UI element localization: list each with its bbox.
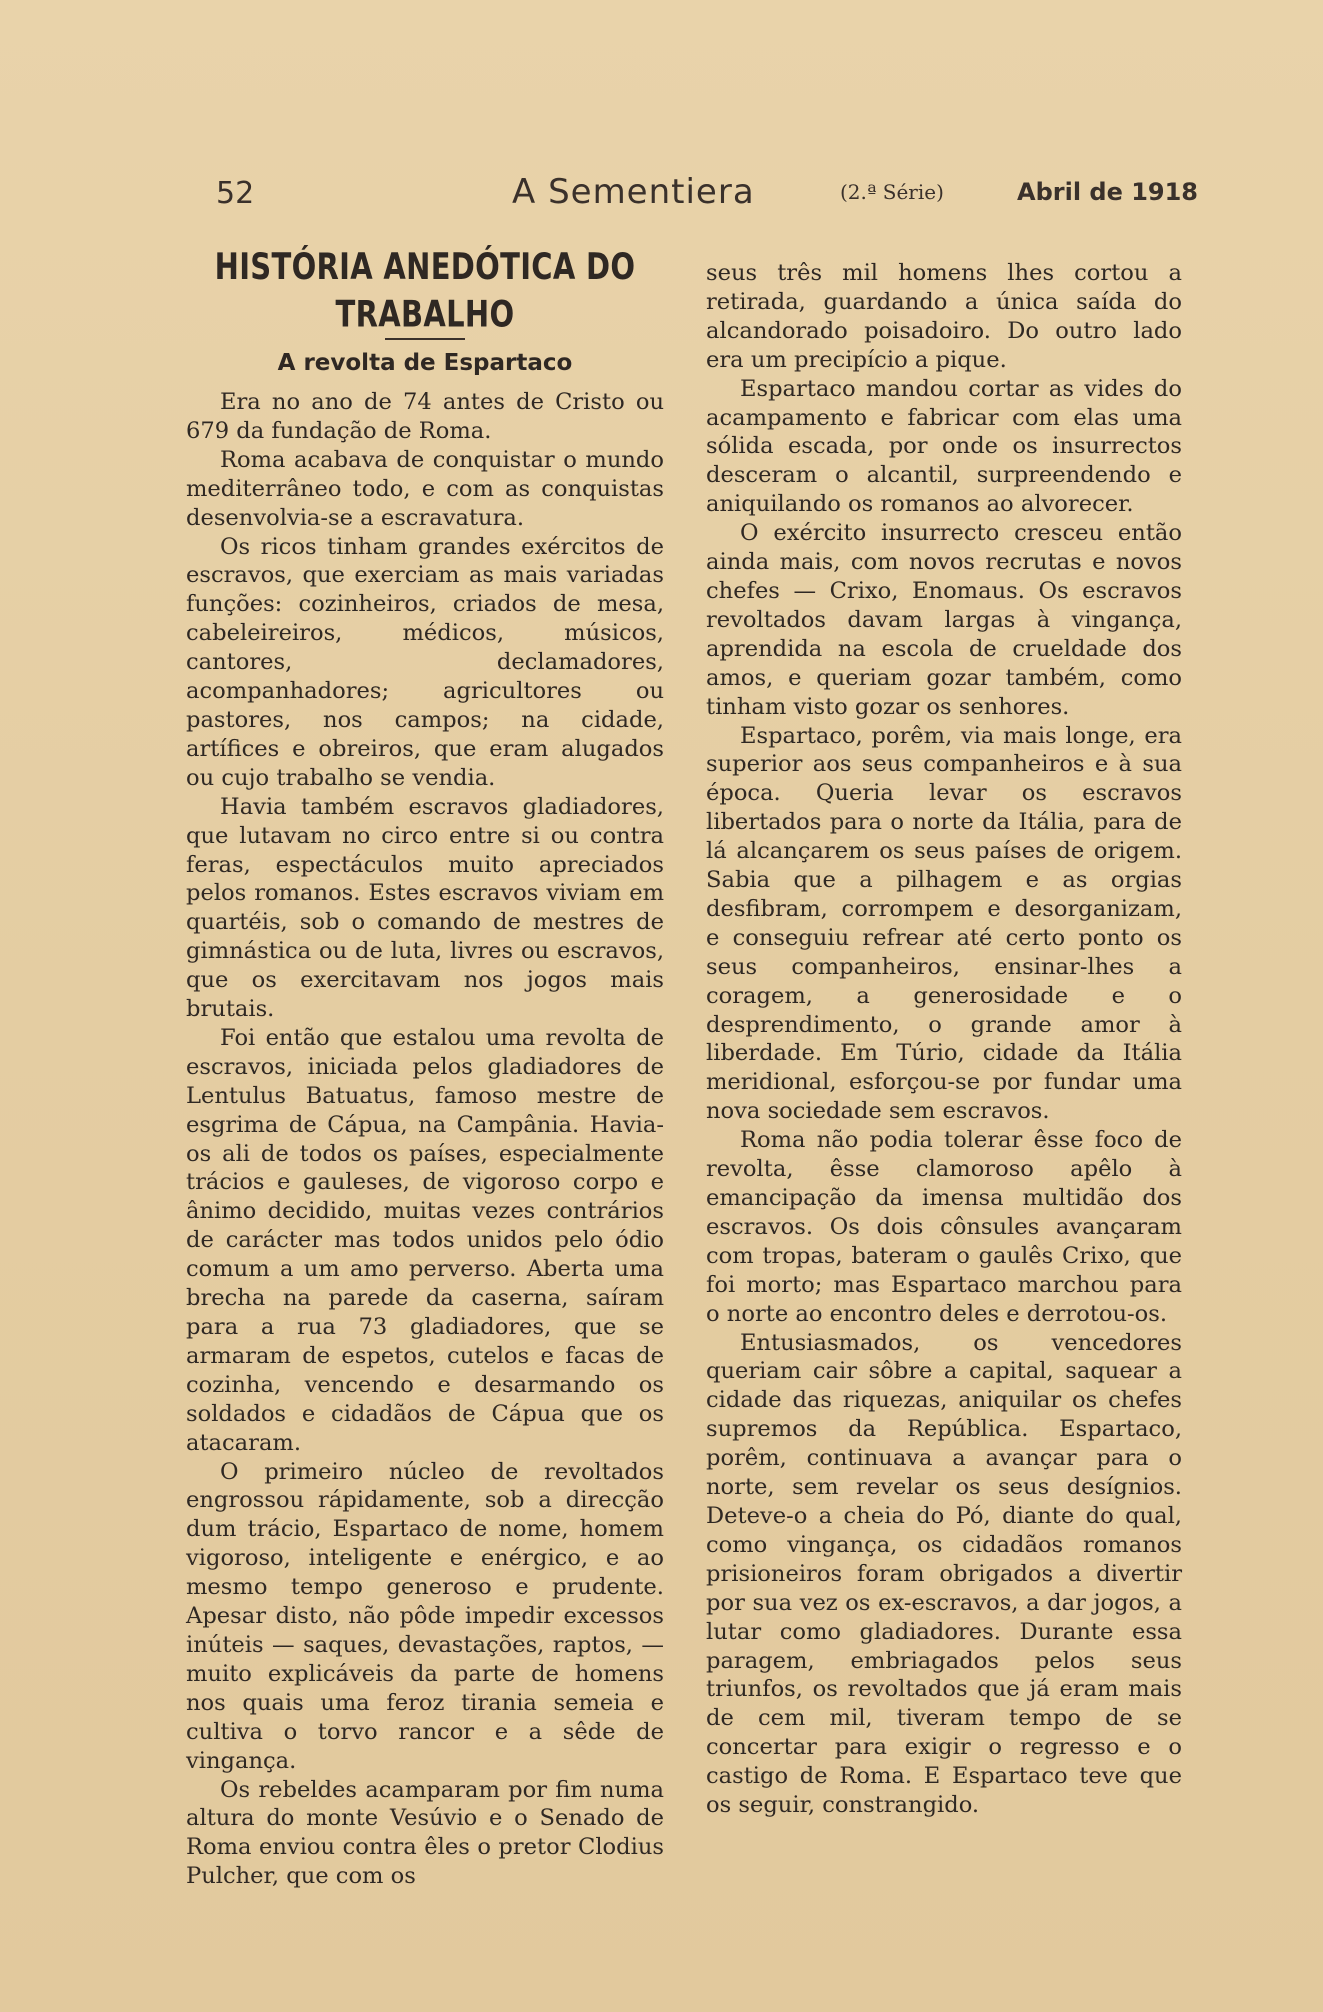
journal-title: A Sementiera — [512, 172, 755, 212]
paragraph: Roma não podia tolerar êsse foco de revolta, êsse clamoroso apêlo à emancipação da imensa multidão dos escravos. Os dois cônsules avançaram com tropas, bateram o gaulês Crixo, que foi morto; mas Espartaco marchou para o norte ao encontro deles e derrotou-os. — [706, 1127, 1182, 1327]
paragraph: Os ricos tinham grandes exércitos de escravos, que exerciam as mais variadas funções: cozinheiros, criados de mesa, cabeleireiros, médicos, músicos, cantores, declamadores, acompanhadores; agricultores ou pastores, nos campos; na cidade, artífices e obreiros, que eram alugados ou cujo trabalho se vendia. — [186, 533, 664, 791]
paragraph: Roma acabava de conquistar o mundo mediterrâneo todo, e com as conquistas desenvolvia-se a escravatura. — [186, 446, 664, 531]
paragraph: Espartaco mandou cortar as vides do acampamento e fabricar com elas uma sólida escada, por onde os insurrectos desceram o alcantil, surpreendendo e aniquilando os romanos ao alvorecer. — [706, 375, 1182, 518]
page-number: 52 — [216, 176, 255, 211]
paragraph: seus três mil homens lhes cortou a retirada, guardando a única saída do alcandorado poisadoiro. Do outro lado era um precipício a pique. — [706, 260, 1182, 373]
paragraph: Havia também escravos gladiadores, que lutavam no circo entre si ou contra feras, espectáculos muito apreciados pelos romanos. Estes escravos viviam em quartéis, sob o comando de mestres de gimnástica ou de luta, livres ou escravos, que os exercitavam nos jogos mais brutais. — [186, 793, 664, 1023]
paragraph: Espartaco, porêm, via mais longe, era superior aos seus companheiros e à sua época. Queria levar os escravos libertados para o norte da Itália, para de lá alcançarem os seus países de origem. Sabia que a pilhagem e as orgias desfibram, corrompem e desorganizam, e conseguiu refrear até certo ponto os seus companheiros, ensinar-lhes a coragem, a generosidade e o desprendimento, o grande amor à liberdade. Em Túrio, cidade da Itália meridional, esforçou-se por fundar uma nova sociedade sem escravos. — [706, 722, 1182, 1125]
paragraph: O exército insurrecto cresceu então ainda mais, com novos recrutas e novos chefes — Crixo, Enomaus. Os escravos revoltados davam largas à vingança, aprendida na escola de crueldade dos amos, e queriam gozar também, como tinham visto gozar os senhores. — [706, 520, 1182, 720]
running-header — [0, 170, 1323, 220]
right-column — [706, 259, 1182, 1820]
paragraph: Os rebeldes acamparam por fim numa altura do monte Vesúvio e o Senado de Roma enviou contra êles o pretor Clodius Pulcher, que com os — [186, 1776, 664, 1890]
series-label: (2.ª Série) — [840, 180, 944, 204]
paragraph: Foi então que estalou uma revolta de escravos, iniciada pelos gladiadores de Lentulus Batuatus, famoso mestre de esgrima de Cápua, na Campânia. Havia-os ali de todos os países, especialmente trácios e gauleses, de vigoroso corpo e ânimo decidido, muitas vezes contrários de carácter mas todos unidos pelo ódio comum a um amo perverso. Aberta uma brecha na parede da caserna, saíram para a rua 73 gladiadores, que se armaram de espetos, cutelos e facas de cozinha, vencendo e desarmando os soldados e cidadãos de Cápua que os atacaram. — [186, 1024, 664, 1456]
paragraph: O primeiro núcleo de revoltados engrossou rápidamente, sob a direcção dum trácio, Espartaco de nome, homem vigoroso, inteligente e enérgico, e ao mesmo tempo generoso e prudente. Apesar disto, não pôde impedir excessos inúteis — saques, devastações, raptos, — muito explicáveis da parte de homens nos quais uma feroz tirania semeia e cultiva o torvo rancor e a sêde de vingança. — [186, 1458, 664, 1774]
title-divider — [385, 338, 465, 340]
left-column — [186, 245, 664, 1891]
paragraph: Entusiasmados, os vencedores queriam cair sôbre a capital, saquear a cidade das riquezas, aniquilar os chefes supremos da República. Espartaco, porêm, continuava a avançar para o norte, sem revelar os seus desígnios. Deteve-o a cheia do Pó, diante do qual, como vingança, os cidadãos romanos prisioneiros foram obrigados a divertir por sua vez os ex-escravos, a dar jogos, a lutar como gladiadores. Durante essa paragem, embriagados pelos seus triunfos, os revoltados que já eram mais de cem mil, tiveram tempo de se concertar para exigir o regresso e o castigo de Roma. E Espartaco teve que os seguir, constrangido. — [706, 1329, 1182, 1819]
article-title: HISTÓRIA ANEDÓTICA DO TRABALHO — [214, 245, 636, 335]
issue-date: Abril de 1918 — [1017, 178, 1199, 206]
paragraph: Era no ano de 74 antes de Cristo ou 679 da fundação de Roma. — [186, 389, 664, 444]
article-subtitle: A revolta de Espartaco — [277, 350, 573, 376]
